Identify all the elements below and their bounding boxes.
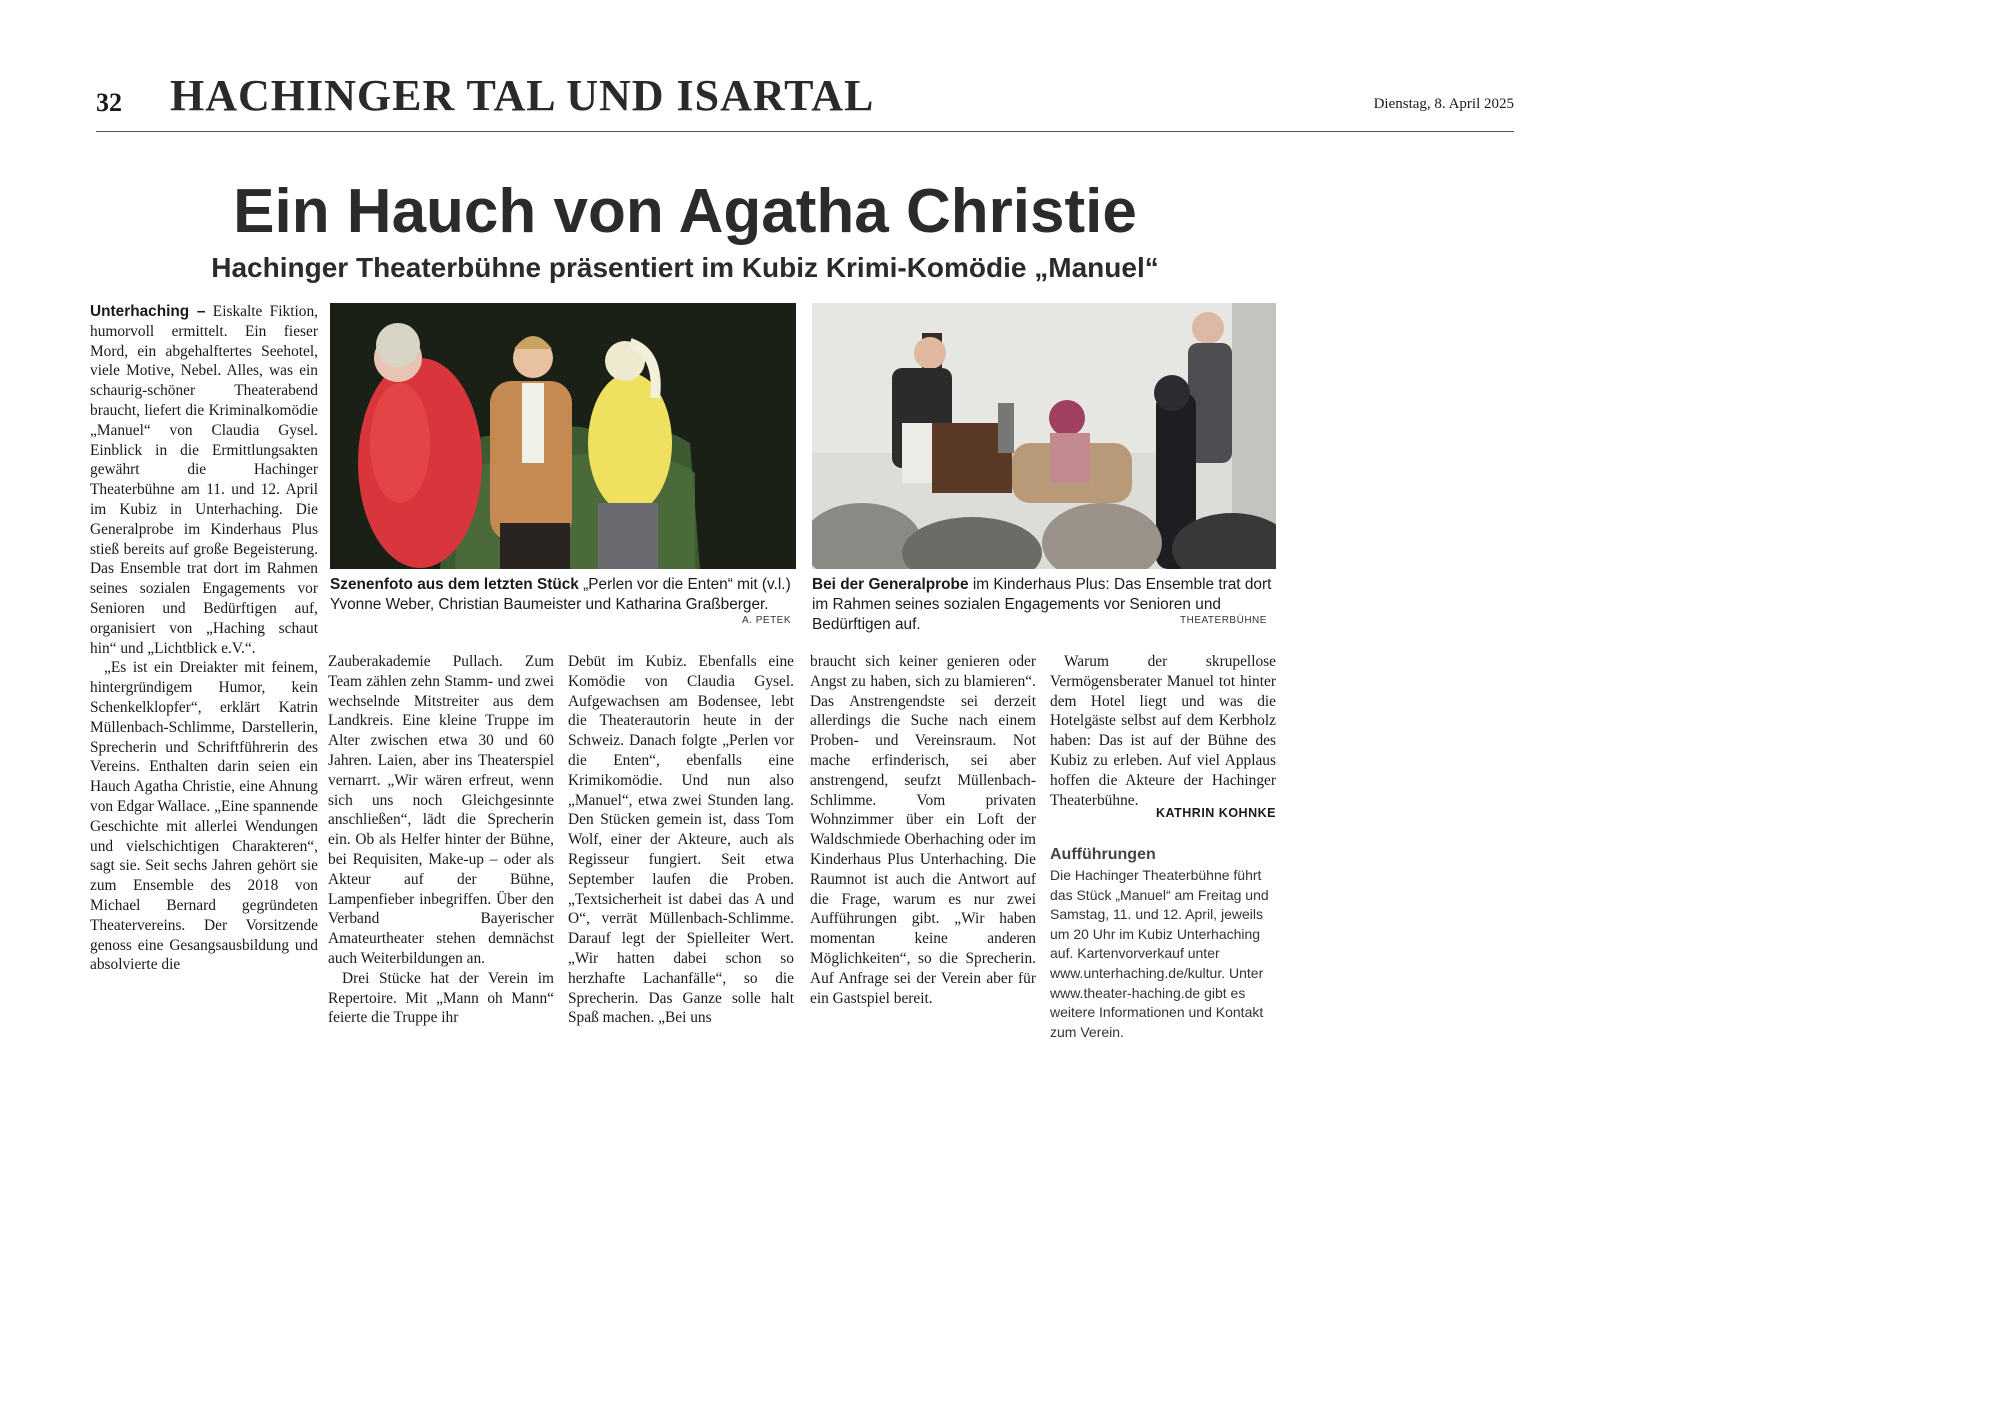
photo-dress-rehearsal: [812, 303, 1276, 569]
article-author: KATHRIN KOHNKE: [1156, 806, 1276, 820]
article-column-5: [1050, 652, 1276, 814]
article-headline: Ein Hauch von Agatha Christie: [233, 177, 1137, 246]
article-paragraph: „Es ist ein Dreiakter mit feinem, hintergründigem Humor, kein Schenkelklopfer“, erklärt Katrin Müllenbach-Schlimme, Darstellerin, Sprecherin und Schriftführerin des Vereins. Enthalten darin seien ein Hauch Agatha Christie, eine Ahnung von Edgar Wallace. „Eine spannende Geschichte mit allerlei Wendungen und vielschichtigen Charakteren“, sagt sie. Seit sechs Jahren gehört sie zum Ensemble des 2018 von Michael Bernard gegründeten Theatervereins. Der Vorsitzende genoss eine Gesangsausbildung und absolvierte die: [90, 659, 318, 974]
article-column-3: [568, 652, 794, 1046]
article-dateline: Unterhaching –: [90, 303, 206, 320]
header-rule: [96, 131, 1514, 132]
caption-text: im Kinderhaus Plus: Das Ensemble trat dort im Rahmen seines sozialen Engagements vor Senioren und Bedürftigen auf.: [812, 576, 1272, 633]
article-paragraph: Warum der skrupellose Vermögensberater Manuel tot hinter dem Hotel liegt und was die Hotelgäste selbst auf dem Kerbholz haben: Das ist auf der Bühne des Kubiz zu erleben. Auf viel Applaus hoffen die Akteure der Hachinger Theaterbühne.: [1050, 653, 1276, 809]
issue-date: Dienstag, 8. April 2025: [1373, 96, 1514, 112]
info-box-title: Aufführungen: [1050, 846, 1156, 863]
caption-lead: Bei der Generalprobe: [812, 576, 969, 593]
article-paragraph: Eiskalte Fiktion, humorvoll ermittelt. Ein fieser Mord, ein abgehalftertes Seehotel, viele Motive, Nebel. Alles, was ein schaurig-schöner Theaterabend braucht, liefert die Kriminalkomödie „Manuel“ von Claudia Gysel. Einblick in die Ermittlungsakten gewährt die Hachinger Theaterbühne am 11. und 12. April im Kubiz in Unterhaching. Die Generalprobe im Kinderhaus Plus stieß bereits auf große Begeisterung. Das Ensemble trat dort im Rahmen seines sozialen Engagements vor Senioren und Bedürftigen auf, organisiert von „Haching schaut hin“ und „Lichtblick e.V.“.: [90, 303, 318, 657]
section-title: HACHINGER TAL UND ISARTAL: [170, 71, 875, 120]
photo-caption-left: [330, 575, 796, 615]
article-column-2: [328, 652, 554, 1046]
rehearsal-scene-illustration: [812, 303, 1276, 569]
photo-credit-left: A. PETEK: [742, 615, 792, 626]
photo-credit-right: THEATERBÜHNE: [1180, 615, 1267, 626]
article-column-1: [90, 302, 318, 1046]
photo-scene-stage: [330, 303, 796, 569]
article-paragraph: Zauberakademie Pullach. Zum Team zählen zehn Stamm- und zwei wechselnde Mitstreiter aus dem Landkreis. Eine kleine Truppe im Alter zwischen etwa 30 und 60 Jahren. Laien, aber ins Theaterspiel vernarrt. „Wir wären erfreut, wenn sich uns noch Gleichgesinnte anschließen“, lädt die Sprecherin ein. Ob als Helfer hinter der Bühne, bei Requisiten, Make-up – oder als Akteur auf der Bühne, Lampenfieber inbegriffen. Über den Verband Bayerischer Amateurtheater stehen demnächst auch Weiterbildungen an.: [328, 653, 554, 967]
article-paragraph: Debüt im Kubiz. Ebenfalls eine Komödie von Claudia Gysel. Aufgewachsen am Bodensee, lebt die Theaterautorin heute in der Schweiz. Danach folgte „Perlen vor die Enten“, ebenfalls eine Krimikomödie. Und nun also „Manuel“, etwa zwei Stunden lang. Den Stücken gemein ist, dass Tom Wolf, einer der Akteure, auch als Regisseur fungiert. Seit etwa September laufen die Proben. „Textsicherheit ist dabei das A und O“, verrät Müllenbach-Schlimme. Darauf legt der Spielleiter Wert. „Wir hatten dabei schon so herzhafte Lachanfälle“, so die Sprecherin. Das Ganze solle halt Spaß machen. „Bei uns: [568, 653, 794, 1027]
article-paragraph: braucht sich keiner genieren oder Angst zu haben, sich zu blamieren“. Das Anstrengendste sei derzeit allerdings die Suche nach einem Proben- und Vereinsraum. Not mache erfinderisch, sei aber anstrengend, seufzt Müllenbach-Schlimme. Vom privaten Wohnzimmer über ein Loft der Waldschmiede Oberhaching oder im Kinderhaus Plus Unterhaching. Die Raumnot ist auch die Antwort auf die Frage, warum es nur zwei Aufführungen gibt. „Wir haben momentan keine anderen Möglichkeiten“, so die Sprecherin. Auf Anfrage sei der Verein aber für ein Gastspiel bereit.: [810, 653, 1036, 1007]
article-subheadline: Hachinger Theaterbühne präsentiert im Kubiz Krimi-Komödie „Manuel“: [211, 252, 1159, 283]
caption-text: „Perlen vor die Enten“ mit (v.l.) Yvonne Weber, Christian Baumeister und Katharina Graßberger.: [330, 576, 791, 613]
page-number: 32: [96, 88, 122, 117]
stage-scene-illustration: [330, 303, 796, 569]
article-column-4: [810, 652, 1036, 1046]
article-paragraph: Drei Stücke hat der Verein im Repertoire. Mit „Mann oh Mann“ feierte die Truppe ihr: [328, 969, 554, 1027]
info-box-text: Die Hachinger Theaterbühne führt das Stück „Manuel“ am Freitag und Samstag, 11. und 12. April, jeweils um 20 Uhr im Kubiz Unterhaching auf. Kartenvorverkauf unter www.unterhaching.de/kultur. Unter www.theater-haching.de gibt es weitere Informationen und Kontakt zum Verein.: [1050, 867, 1269, 1040]
caption-lead: Szenenfoto aus dem letzten Stück: [330, 576, 579, 593]
